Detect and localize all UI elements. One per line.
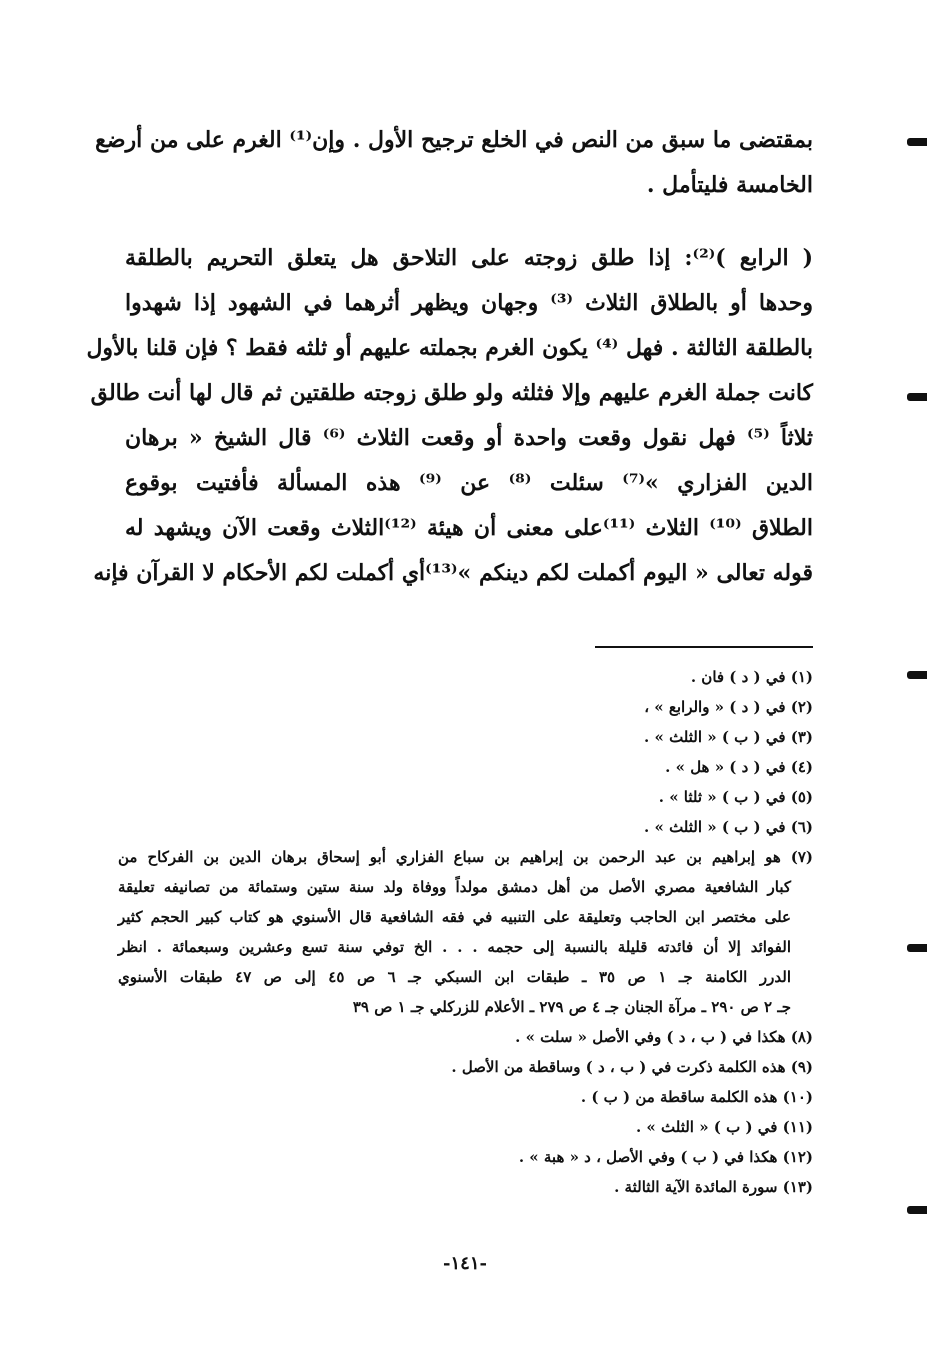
text-line: كانت جملة الغرم عليهم وإلا فثلثه ولو طلق زوجته طلقتين ثم قال لها أنت طالق <box>90 380 813 406</box>
footnote: (٩) هذه الكلمة ذكرت في ( ب ، د ) وساقطة من الأصل . <box>451 1058 813 1076</box>
footnote-continuation: على مختصر ابن الحاجب وتعليقة على التنبيه في فقه الشافعية قال الأسنوي هو كتاب كبير الحجم كثير <box>118 908 791 926</box>
text-line: الخامسة فليتأمل . <box>646 172 813 198</box>
margin-mark <box>907 138 927 146</box>
footnote: (٤) في ( د ) « هل » . <box>665 758 813 776</box>
footnote-continuation: الدرر الكامنة جـ ١ ص ٣٥ ـ طبقات ابن السبكي جـ ٦ ص ٤٥ إلى ص ٤٧ طبقات الأسنوي <box>118 968 791 986</box>
text-line: الطلاق ⁽¹⁰⁾ الثلاث ⁽¹¹⁾على معنى أن هيئة ⁽¹²⁾الثلاث وقعت الآن ويشهد له <box>125 515 813 541</box>
footnote: (١٠) هذه الكلمة ساقطة من ( ب ) . <box>580 1088 813 1106</box>
margin-mark <box>907 1206 927 1214</box>
footnote-separator <box>595 646 813 648</box>
footnote: (١٣) سورة المائدة الآية الثالثة . <box>614 1178 813 1196</box>
footnote: (٨) هكذا في ( ب ، د ) وفي الأصل « سلت » . <box>515 1028 813 1046</box>
margin-mark <box>907 944 927 952</box>
footnote: (١١) في ( ب ) « الثلث » . <box>635 1118 813 1136</box>
footnote: (١٢) هكذا في ( ب ) وفي الأصل ، د « هبة » . <box>518 1148 813 1166</box>
footnote-continuation: كبار الشافعية مصري الأصل من أهل دمشق مولداً ووفاة ولد سنة ستين وستمائة من تصانيفه تعليقة <box>118 878 791 896</box>
text-line: قوله تعالى « اليوم أكملت لكم دينكم »⁽¹³⁾أي أكملت لكم الأحكام لا القرآن فإنه <box>93 560 813 586</box>
footnote: (٢) في ( د ) « والرابع » ، <box>644 698 813 716</box>
text-line: وحدها أو بالطلاق الثلاث ⁽³⁾ وجهان ويظهر أثرهما في الشهود إذا شهدوا <box>125 290 813 316</box>
text-line: ثلاثاً ⁽⁵⁾ فهل نقول وقعت واحدة أو وقعت الثلاث ⁽⁶⁾ قال الشيخ « برهان <box>125 425 813 451</box>
text-line: الدين الفزاري »⁽⁷⁾ سئلت ⁽⁸⁾ عن ⁽⁹⁾ هذه المسألة فأفتيت بوقوع <box>125 470 813 496</box>
footnote: (١) في ( د ) فان . <box>690 668 813 686</box>
text-line: بالطلقة الثالثة . فهل ⁽⁴⁾ يكون الغرم بجملته عليهم أو ثلثه فقط ؟ فإن قلنا بالأول <box>86 335 813 361</box>
footnote: (٧) هو إبراهيم بن عبد الرحمن بن إبراهيم بن سباع الفزاري أبو إسحاق برهان الدين بن الفركاح من <box>118 848 813 866</box>
footnote: (٦) في ( ب ) « الثلث » . <box>644 818 813 836</box>
page-number: -١٤١- <box>443 1253 487 1274</box>
text-line: بمقتضى ما سبق من النص في الخلع ترجيح الأول . وإن⁽¹⁾ الغرم على من أرضع <box>95 127 813 153</box>
margin-mark <box>907 393 927 401</box>
text-line: ( الرابع )⁽²⁾: إذا طلق زوجته على التلاحق هل يتعلق التحريم بالطلقة <box>125 245 814 271</box>
footnotes <box>118 662 813 1202</box>
margin-mark <box>907 671 927 679</box>
main-text <box>86 118 814 596</box>
footnote: (٥) في ( ب ) « ثلثا » . <box>658 788 813 806</box>
footnote: (٣) في ( ب ) « الثلث » . <box>644 728 813 746</box>
footnote-continuation: الفوائد إلا أن فائدته قليلة بالنسبة إلى حجمه . . . الخ توفي سنة تسع وعشرين وسبعمائة . انظر <box>118 938 791 956</box>
footnote-continuation: جـ ٢ ص ٢٩٠ ـ مرآة الجنان جـ ٤ ص ٢٧٩ ـ الأعلام للزركلي جـ ١ ص ٣٩ <box>352 998 791 1016</box>
